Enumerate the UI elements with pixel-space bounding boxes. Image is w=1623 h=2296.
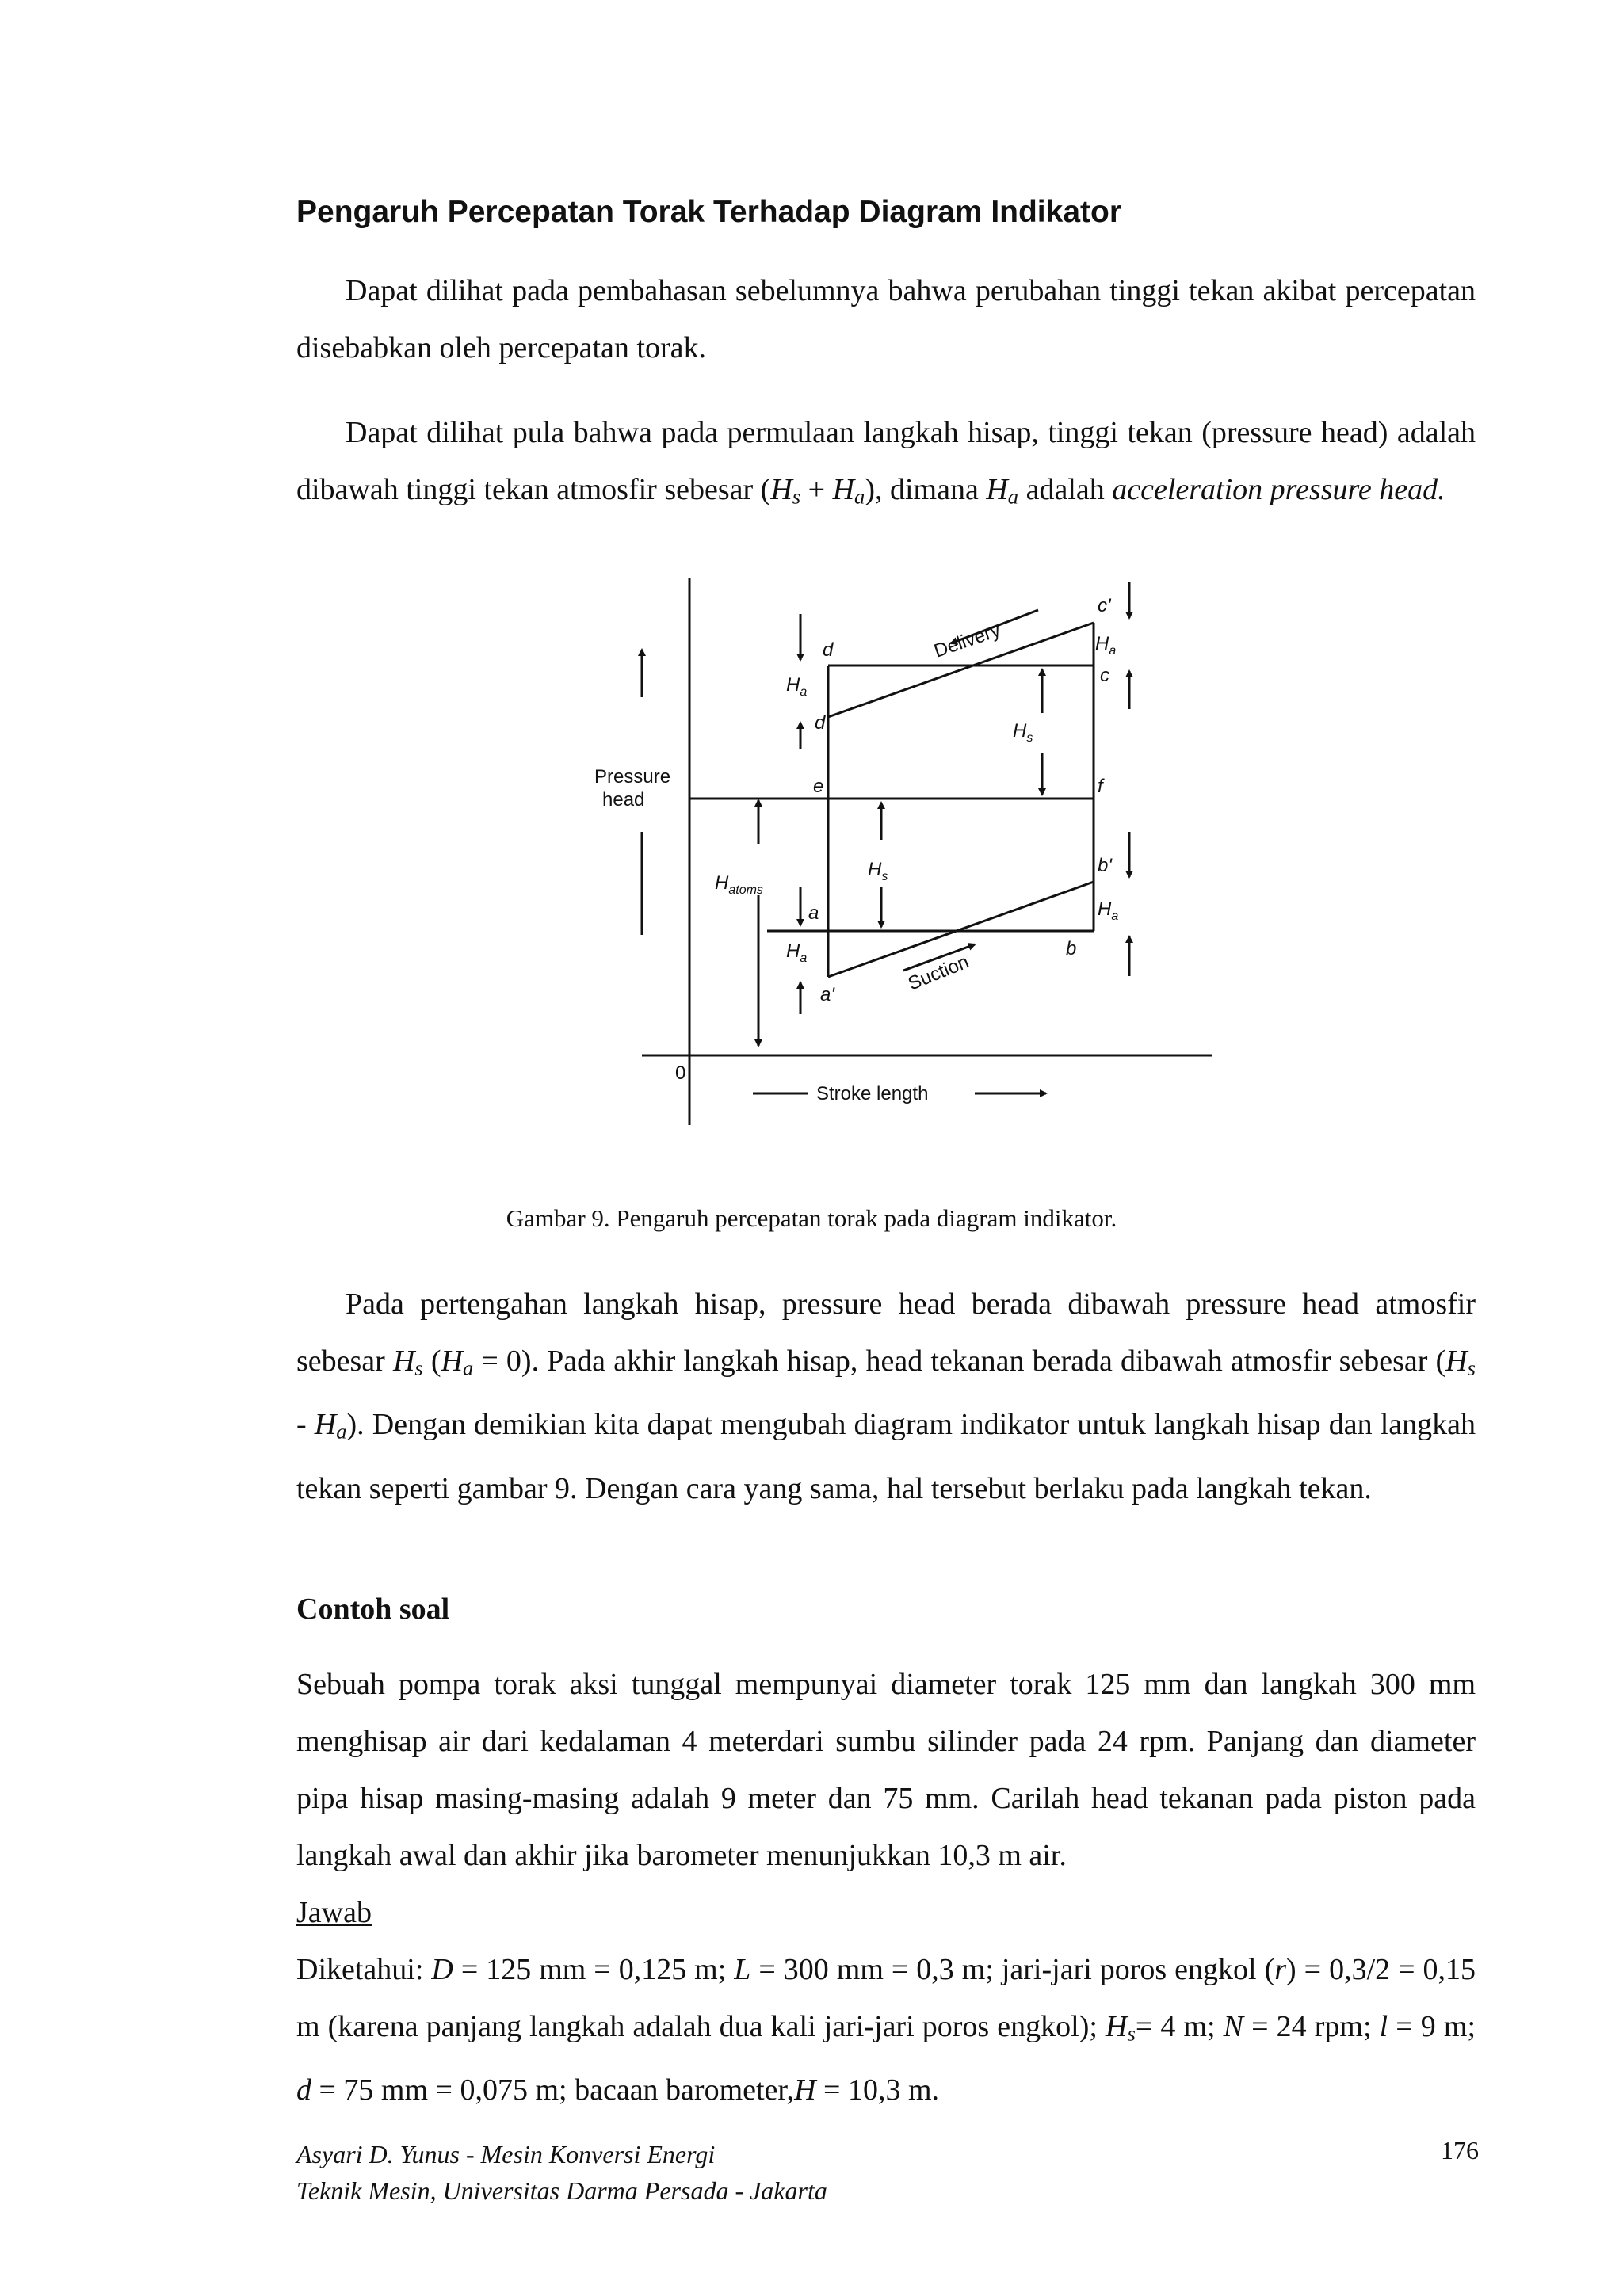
label-Ha-b: $H_a$ <box>1098 898 1119 923</box>
section-heading: Pengaruh Percepatan Torak Terhadap Diagram Indikator <box>296 195 1122 229</box>
footer-institution: Teknik Mesin, Universitas Darma Persada - Jakarta <box>296 2176 827 2205</box>
figure-caption: Gambar 9. Pengaruh percepatan torak pada diagram indikator. <box>506 1204 1117 1232</box>
label-c: c <box>1100 665 1109 686</box>
suction-label: Suction <box>905 951 972 995</box>
paragraph-1 <box>296 262 1476 376</box>
label-e: e <box>813 776 824 797</box>
jawab-label: Jawab <box>296 1896 372 1929</box>
label-Hs-middle: $H_s$ <box>868 859 888 883</box>
paragraph-2 <box>296 404 1476 524</box>
label-a: a <box>808 902 819 924</box>
label-H-atoms: $H_{atoms}$ <box>715 872 763 897</box>
paragraph-3-text: Pada pertengahan langkah hisap, pressure head berada dibawah pressure head atmosfir sebesar $H_s$ $(H_a = 0)$. Pada akhir langkah hisap, head tekanan berada dibawah atmosfir sebesar $(H_s - H_a)$. Dengan demikian kita dapat mengubah diagram indikator untuk langkah hisap dan langkah tekan seperti gambar 9. Dengan cara yang sama, hal tersebut berlaku pada langkah tekan. <box>296 1287 1476 1505</box>
paragraph-2-text: Dapat dilihat pula bahwa pada permulaan langkah hisap, tinggi tekan (pressure head) adalah dibawah tinggi tekan atmosfir sebesar $(H_s + H_a)$, dimana $H_a$ adalah acceleration pressure head. <box>296 416 1476 509</box>
label-b-prime: b' <box>1098 855 1112 876</box>
paragraph-1-text: Dapat dilihat pada pembahasan sebelumnya bahwa perubahan tinggi tekan akibat percepatan disebabkan oleh percepatan torak. <box>296 274 1476 364</box>
given-data-text: Diketahui: D = 125 mm = 0,125 m; L = 300 mm = 0,3 m; jari-jari poros engkol (r) = 0,3/2 = 0,15 m (karena panjang langkah adalah dua kali jari-jari poros engkol); $H_s= 4$ m; N = 24 rpm; l = 9 m; d = 75 mm = 0,075 m; bacaan barometer,H = 10,3 m. <box>296 1953 1476 2107</box>
pressure-head-label-1: Pressure <box>594 766 671 788</box>
problem-text: Sebuah pompa torak aksi tunggal mempunyai diameter torak 125 mm dan langkah 300 mm menghisap air dari kedalaman 4 meterdari sumbu silinder pada 24 rpm. Panjang dan diameter pipa hisap masing-masing adalah 9 meter dan 75 mm. Carilah head tekanan pada piston pada langkah awal dan akhir jika barometer menunjukkan 10,3 m air. <box>296 1668 1476 1872</box>
label-Ha-c: $H_a$ <box>1095 633 1117 658</box>
label-a-prime: a' <box>820 984 834 1005</box>
label-d-prime: d' <box>815 712 829 734</box>
delivery-label: Delivery <box>931 619 1003 662</box>
origin-label: 0 <box>675 1062 686 1084</box>
page-footer <box>296 2136 827 2209</box>
label-c-prime: c' <box>1098 595 1111 616</box>
footer-author: Asyari D. Yunus - Mesin Konversi Energi <box>296 2140 716 2168</box>
label-f: f <box>1098 776 1103 797</box>
paragraph-3 <box>296 1276 1476 1517</box>
pressure-head-label-2: head <box>602 789 645 810</box>
stroke-length-label: Stroke length <box>816 1083 929 1104</box>
contoh-soal-heading: Contoh soal <box>296 1592 450 1626</box>
given-data <box>296 1941 1476 2119</box>
indicator-diagram-figure <box>571 570 1236 1141</box>
label-Ha-a: $H_a$ <box>786 940 808 965</box>
problem-statement <box>296 1656 1476 1884</box>
label-Hs-upper: $H_s$ <box>1013 720 1033 745</box>
label-d: d <box>823 639 834 661</box>
label-Ha-d: $H_a$ <box>786 674 808 699</box>
page-number: 176 <box>1441 2136 1479 2164</box>
label-b: b <box>1066 938 1077 959</box>
